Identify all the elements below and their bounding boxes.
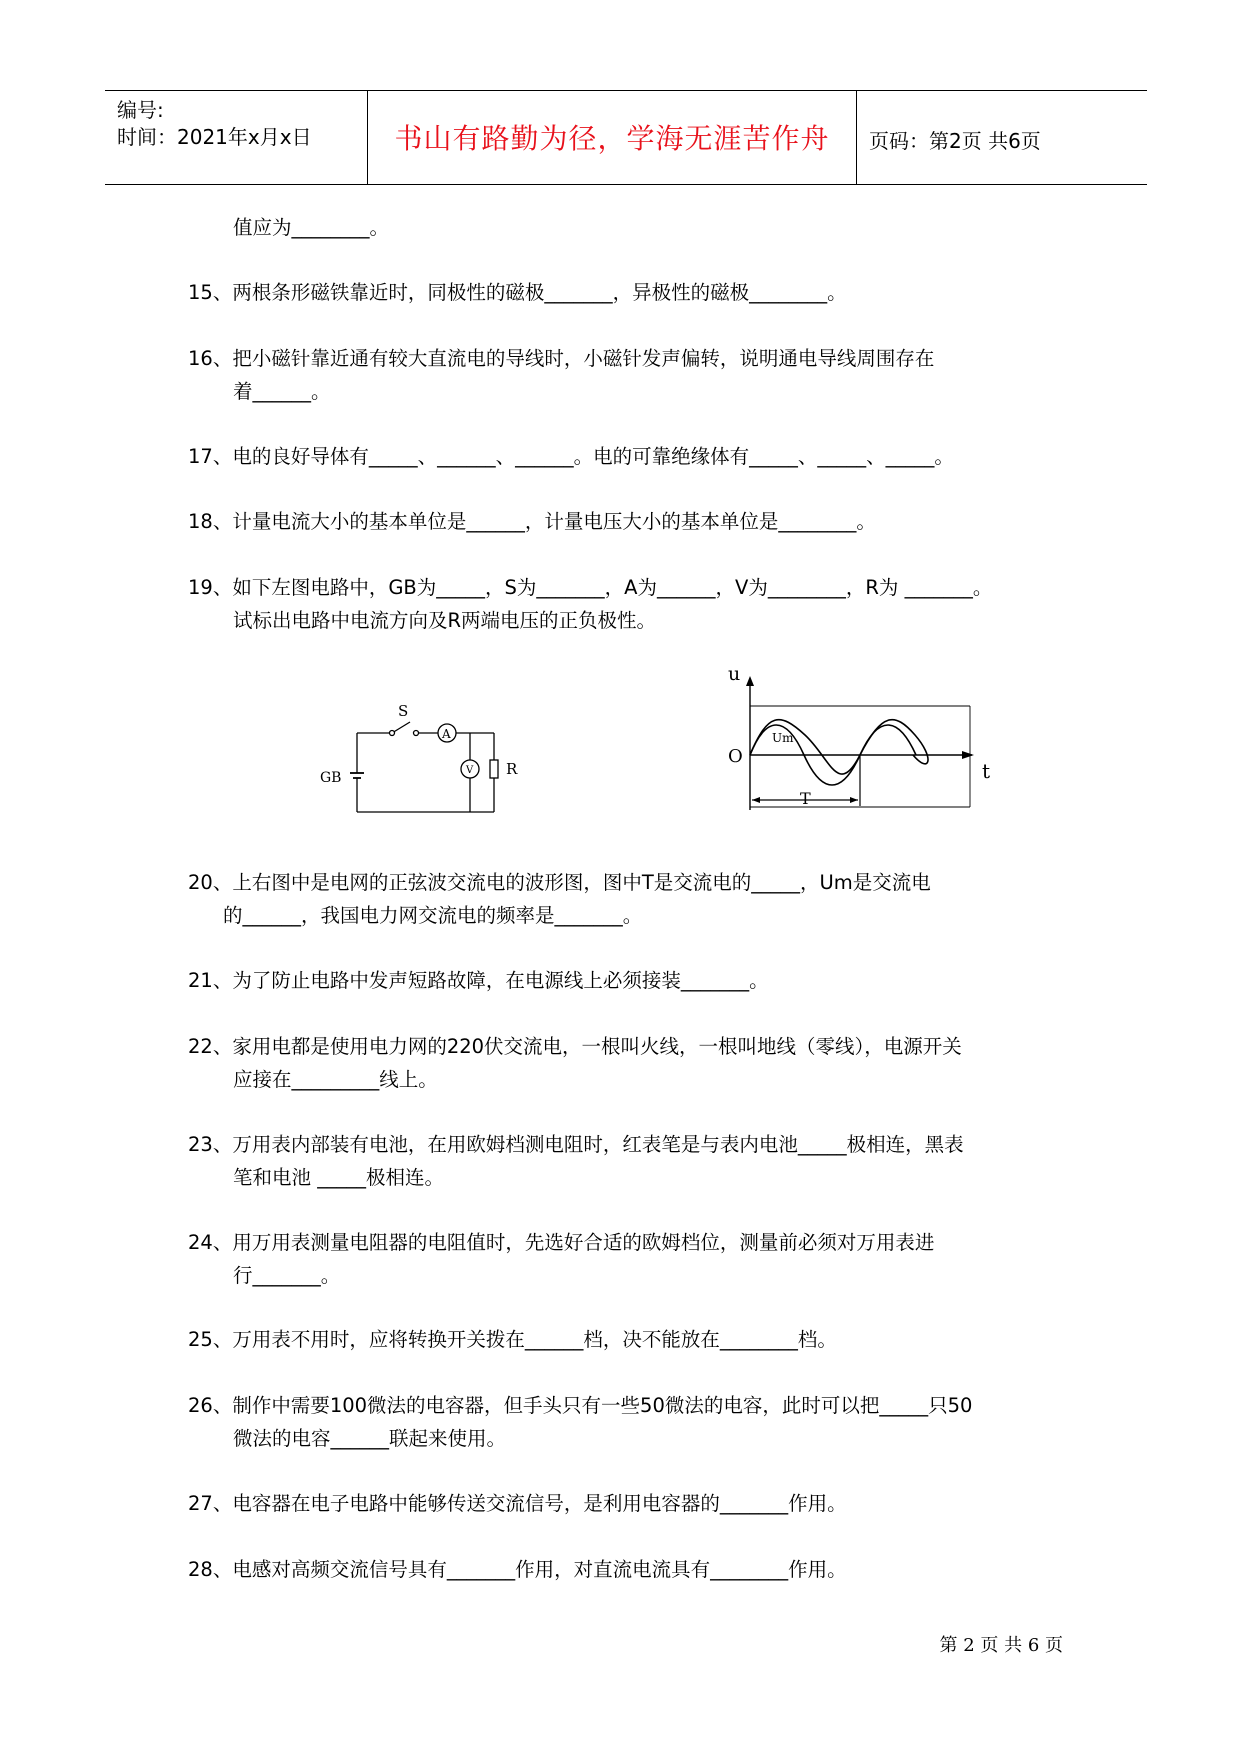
question-text: 26、制作中需要100微法的电容器，但手头只有一些50微法的电容，此时可以把_____只50: [188, 1394, 973, 1417]
question-text-continued: 试标出电路中电流方向及R两端电压的正负极性。: [233, 609, 657, 632]
circuit-label-gb: GB: [320, 770, 342, 786]
page-header: [105, 90, 1147, 185]
question-text: 23、万用表内部装有电池，在用欧姆档测电阻时，红表笔是与表内电池_____极相连，黑表: [188, 1133, 964, 1156]
question-text-continued: 笔和电池 _____极相连。: [233, 1166, 444, 1189]
question-22: [188, 1030, 1068, 1096]
question-20: [188, 866, 1068, 932]
question-23: [188, 1128, 1068, 1194]
figures: [0, 660, 1241, 830]
question-27: 27、电容器在电子电路中能够传送交流信号，是利用电容器的_______作用。: [188, 1492, 847, 1515]
waveform-label-t: t: [982, 759, 991, 783]
question-text-continued: 应接在_________线上。: [233, 1068, 438, 1091]
question-text-continued: 行_______。: [233, 1264, 341, 1287]
question-15: 15、两根条形磁铁靠近时，同极性的磁极_______，异极性的磁极________。: [188, 281, 847, 304]
circuit-label-s: S: [398, 702, 409, 720]
question-26: [188, 1389, 1068, 1455]
question-21: 21、为了防止电路中发声短路故障，在电源线上必须接装_______。: [188, 969, 769, 992]
header-info-cell: [105, 91, 368, 184]
header-page-cell: [857, 91, 1147, 184]
question-25: 25、万用表不用时，应将转换开关拨在______档，决不能放在________档。: [188, 1328, 837, 1351]
waveform-label-u: u: [728, 663, 741, 685]
question-16: [188, 342, 1068, 408]
page-footer: 第 2 页 共 6 页: [939, 1635, 1063, 1656]
waveform-label-period: T: [800, 789, 811, 808]
number-label: 编号:: [117, 98, 164, 122]
question-24: [188, 1226, 1068, 1292]
circuit-label-v: V: [466, 765, 474, 776]
circuit-label-a: A: [442, 727, 451, 741]
question-text: 值应为________。: [233, 216, 390, 239]
question-text: 20、上右图中是电网的正弦波交流电的波形图，图中T是交流电的_____，Um是交流电: [188, 871, 931, 894]
question-14-continued: [188, 211, 1068, 244]
question-text: 19、如下左图电路中，GB为_____，S为_______，A为______，V为________，R为 _______。: [188, 576, 993, 599]
header-motto-cell: [368, 91, 857, 184]
waveform-label-origin: O: [728, 746, 743, 767]
motto: 书山有路勤为径，学海无涯苦作舟: [394, 122, 830, 155]
circuit-diagram: [350, 722, 498, 812]
question-17: 17、电的良好导体有_____、______、______。电的可靠绝缘体有_____、_____、_____。: [188, 445, 954, 468]
waveform-label-um: Um: [772, 731, 794, 745]
question-text: 24、用万用表测量电阻器的电阻值时，先选好合适的欧姆档位，测量前必须对万用表进: [188, 1231, 935, 1254]
time-label: 时间：2021年x月x日: [117, 125, 312, 149]
question-text-continued: 着______。: [233, 380, 331, 403]
circuit-and-waveform-figures: [0, 660, 1241, 830]
question-text: 22、家用电都是使用电力网的220伏交流电，一根叫火线，一根叫地线（零线），电源开关: [188, 1035, 962, 1058]
question-18: 18、计量电流大小的基本单位是______，计量电压大小的基本单位是________。: [188, 510, 876, 533]
question-28: 28、电感对高频交流信号具有_______作用，对直流电流具有________作用。: [188, 1558, 847, 1581]
question-19: [188, 571, 1068, 637]
question-text-continued: 的______，我国电力网交流电的频率是_______。: [223, 904, 643, 927]
question-text-continued: 微法的电容______联起来使用。: [233, 1427, 507, 1450]
circuit-label-r: R: [506, 760, 518, 778]
question-text: 16、把小磁针靠近通有较大直流电的导线时，小磁针发声偏转，说明通电导线周围存在: [188, 347, 935, 370]
page-label: 页码：第2页 共6页: [869, 129, 1041, 153]
